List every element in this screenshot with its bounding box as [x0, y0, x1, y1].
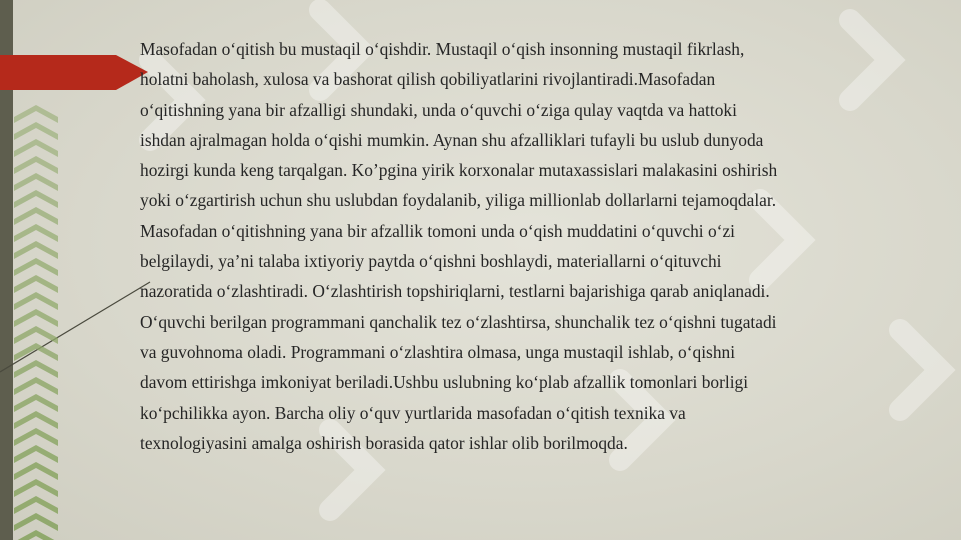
green-chevron [14, 275, 58, 293]
text-line: holatni baholash, xulosa va bashorat qilish qobiliyatlarini rivojlantiradi.Masofadan [140, 69, 716, 90]
green-chevron [14, 513, 58, 531]
green-chevron [14, 343, 58, 361]
green-chevron [14, 394, 58, 412]
red-arrow-banner [0, 55, 148, 90]
text-line: O‘quvchi berilgan programmani qanchalik tez o‘zlashtirsa, shunchalik tez o‘qishni tugatadi [140, 311, 777, 332]
green-chevron [14, 377, 58, 395]
green-chevron [14, 479, 58, 497]
green-chevron [14, 411, 58, 429]
green-chevron [14, 428, 58, 446]
text-line: o‘qitishning yana bir afzalligi shundaki, unda o‘quvchi o‘ziga qulay vaqtda va hattoki [140, 99, 737, 120]
text-line: ko‘pchilikka ayon. Barcha oliy o‘quv yurtlarida masofadan o‘qitish texnika va [140, 402, 686, 423]
body-text [140, 34, 955, 458]
green-chevron [14, 445, 58, 463]
text-line: Masofadan o‘qitish bu mustaqil o‘qishdir. Mustaqil o‘qish insonning mustaqil fikrlash, [140, 39, 745, 59]
green-chevron [14, 190, 58, 208]
text-line: texnologiyasini amalga oshirish borasida qator ishlar olib borilmoqda. [140, 432, 628, 453]
text-line: nazoratida o‘zlashtiradi. O‘zlashtirish topshiriqlarni, testlarni bajarishiga qarab aniqlanadi. [140, 281, 770, 302]
green-chevron [14, 156, 58, 174]
green-chevron [14, 496, 58, 514]
text-line: belgilaydi, ya’ni talaba ixtiyoriy paytda o‘qishni boshlaydi, materiallarni o‘qituvchi [140, 251, 722, 272]
green-chevron [14, 258, 58, 276]
green-chevron [14, 309, 58, 327]
text-line: va guvohnoma oladi. Programmani o‘zlashtira olmasa, unga mustaqil ishlab, o‘qishni [140, 341, 736, 362]
text-line: ishdan ajralmagan holda o‘qishi mumkin. Aynan shu afzalliklari tufayli bu uslub dunyoda [140, 129, 764, 150]
green-chevron [14, 462, 58, 480]
green-chevron [14, 173, 58, 191]
green-chevron [14, 122, 58, 140]
green-chevron [14, 139, 58, 157]
green-chevron [14, 224, 58, 242]
green-chevron-stack [14, 105, 58, 540]
green-chevron [14, 207, 58, 225]
green-chevron [14, 360, 58, 378]
green-chevron [14, 292, 58, 310]
text-line: yoki o‘zgartirish uchun shu uslubdan foydalanib, yiliga millionlab dollarlarni tejamoqdalar. [140, 190, 777, 211]
green-chevron [14, 530, 58, 540]
diagonal-line [0, 282, 150, 372]
green-chevron [14, 105, 58, 123]
green-chevron [14, 241, 58, 259]
text-line: hozirgi kunda keng tarqalgan. Ko’pgina yirik korxonalar mutaxassislari malakasini oshirish [140, 160, 778, 181]
text-line: davom ettirishga imkoniyat beriladi.Ushbu uslubning ko‘plab afzallik tomonlari borligi [140, 372, 749, 393]
text-line: Masofadan o‘qitishning yana bir afzallik tomoni unda o‘qish muddatini o‘quvchi o‘zi [140, 220, 736, 241]
